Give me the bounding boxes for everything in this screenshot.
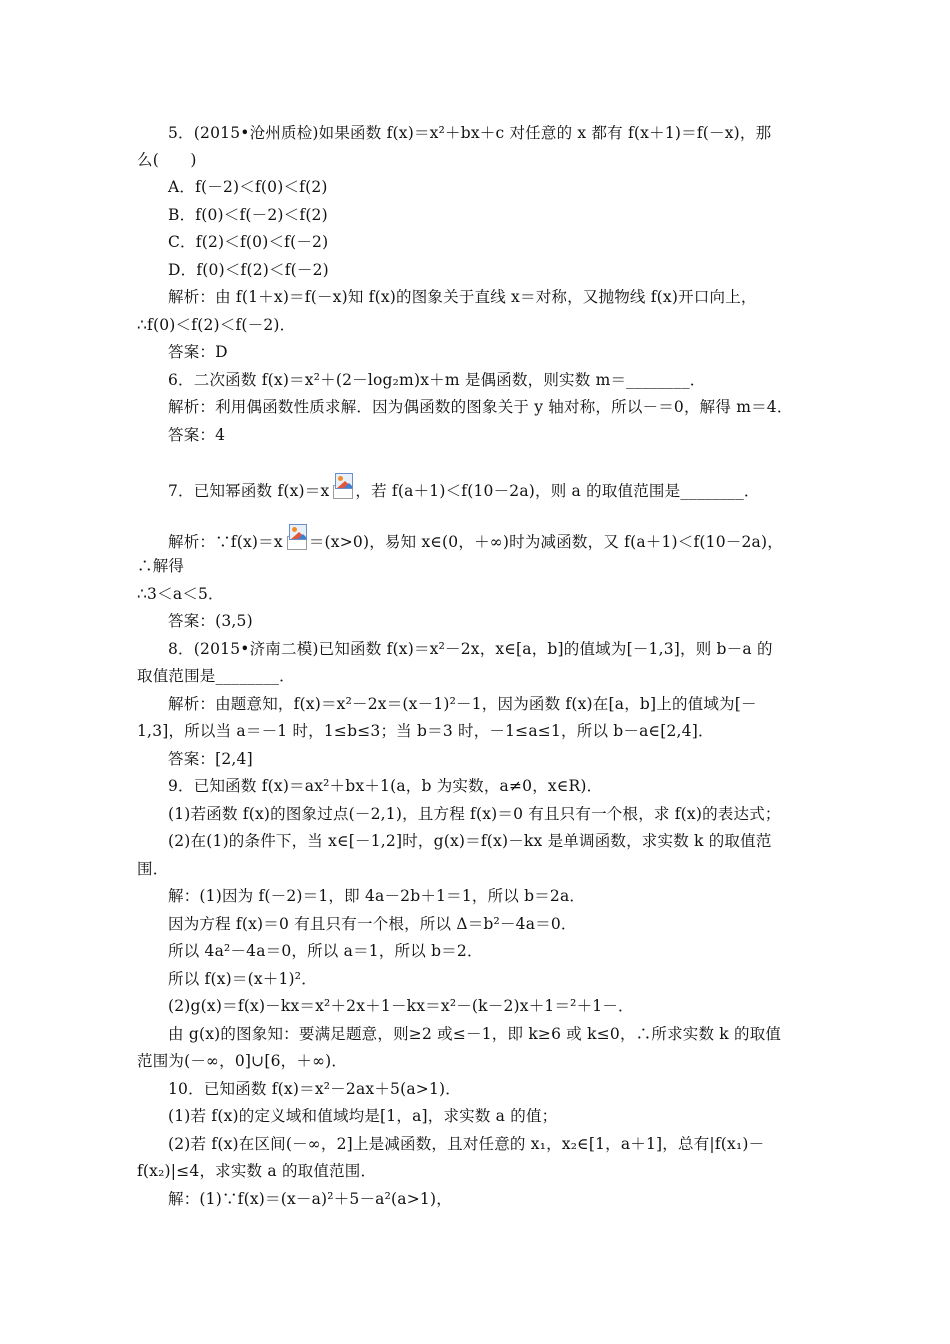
q10-solution-line1: 解：(1)∵f(x)＝(x－a)²＋5－a²(a>1)，	[168, 1190, 452, 1208]
q7-solution-part1: 解析：∵f(x)＝x	[168, 533, 283, 551]
q5-solution-line1: 解析：由 f(1＋x)＝f(－x)知 f(x)的图象关于直线 x＝对称，又抛物线 f(x)开口向上，	[168, 288, 757, 306]
q5-option-c: C．f(2)＜f(0)＜f(－2)	[168, 233, 329, 251]
q9-solution-line1: 解：(1)因为 f(－2)＝1，即 4a－2b＋1＝1，所以 b＝2a．	[168, 887, 586, 905]
q5-stem-line2: 么( )	[137, 151, 197, 169]
q9-solution-line3: 所以 4a²－4a＝0，所以 a＝1，所以 b＝2．	[168, 942, 483, 960]
q8-answer: 答案：[2,4]	[168, 750, 253, 768]
q7-solution-line1	[168, 524, 848, 552]
q9-stem: 9．已知函数 f(x)＝ax²＋bx＋1(a，b 为实数，a≠0，x∈R)．	[168, 777, 603, 795]
q8-solution-line1: 解析：由题意知，f(x)＝x²－2x＝(x－1)²－1，因为函数 f(x)在[a，b]上的值域为[－	[168, 695, 757, 713]
q5-solution-line2: ∴f(0)＜f(2)＜f(－2)．	[137, 316, 296, 334]
broken-image-icon	[331, 473, 353, 501]
q7-answer: 答案：(3,5)	[168, 612, 253, 630]
q8-stem-line1: 8．(2015•济南二模)已知函数 f(x)＝x²－2x，x∈[a，b]的值域为[－1,3]，则 b－a 的	[168, 640, 773, 658]
q7-stem	[168, 473, 848, 501]
q7-solution-line3: ∴3＜a＜5．	[137, 585, 224, 603]
q10-part2-line1: (2)若 f(x)在区间(－∞，2]上是减函数，且对任意的 x₁，x₂∈[1，a＋1]，总有|f(x₁)－	[168, 1135, 765, 1153]
q9-part2-line1: (2)在(1)的条件下，当 x∈[－1,2]时，g(x)＝f(x)－kx 是单调函数，求实数 k 的取值范	[168, 832, 772, 850]
q9-solution-line4: 所以 f(x)＝(x＋1)²．	[168, 970, 317, 988]
q7-stem-part2: ，若 f(a＋1)＜f(10－2a)，则 a 的取值范围是________．	[355, 482, 760, 500]
q6-stem: 6．二次函数 f(x)＝x²＋(2－log₂m)x＋m 是偶函数，则实数 m＝________．	[168, 371, 706, 389]
q5-stem-line1: 5．(2015•沧州质检)如果函数 f(x)＝x²＋bx＋c 对任意的 x 都有 f(x＋1)＝f(－x)，那	[168, 124, 772, 142]
q8-stem-line2: 取值范围是________．	[137, 667, 295, 685]
q5-option-d: D．f(0)＜f(2)＜f(－2)	[168, 261, 329, 279]
q10-part2-line2: f(x₂)|≤4，求实数 a 的取值范围．	[137, 1162, 377, 1180]
q5-answer: 答案：D	[168, 343, 228, 361]
q7-solution-part2: ＝(x>0)，易知 x∈(0，＋∞)时为减函数，又 f(a＋1)＜f(10－2a)，	[308, 533, 783, 551]
broken-image-icon	[285, 524, 307, 552]
q7-solution-line2: ∴解得	[137, 557, 185, 575]
q5-option-a: A．f(－2)＜f(0)＜f(2)	[168, 178, 328, 196]
q10-part1: (1)若 f(x)的定义域和值域均是[1，a]，求实数 a 的值；	[168, 1107, 558, 1125]
q9-solution-line6: 由 g(x)的图象知：要满足题意，则≥2 或≤－1，即 k≥6 或 k≤0，∴所求实数 k 的取值	[168, 1025, 782, 1043]
q9-solution-line2: 因为方程 f(x)＝0 有且只有一个根，所以 Δ＝b²－4a＝0．	[168, 915, 577, 933]
q9-solution-line5: (2)g(x)＝f(x)－kx＝x²＋2x＋1－kx＝x²－(k－2)x＋1＝²＋1－．	[168, 997, 634, 1015]
q6-answer: 答案：4	[168, 426, 226, 444]
q5-option-b: B．f(0)＜f(－2)＜f(2)	[168, 206, 328, 224]
q8-solution-line2: 1,3]，所以当 a＝－1 时，1≤b≤3；当 b＝3 时，－1≤a≤1，所以 b－a∈[2,4]．	[137, 722, 714, 740]
q9-part2-line2: 围．	[137, 860, 169, 878]
q9-part1: (1)若函数 f(x)的图象过点(－2,1)，且方程 f(x)＝0 有且只有一个根，求 f(x)的表达式；	[168, 805, 781, 823]
q7-stem-part1: 7．已知幂函数 f(x)＝x	[168, 482, 330, 500]
q10-stem: 10．已知函数 f(x)＝x²－2ax＋5(a>1)．	[168, 1080, 461, 1098]
q6-solution: 解析：利用偶函数性质求解．因为偶函数的图象关于 y 轴对称，所以－＝0，解得 m＝4．	[168, 398, 793, 416]
q9-solution-line7: 范围为(－∞，0]∪[6，＋∞)．	[137, 1052, 348, 1070]
